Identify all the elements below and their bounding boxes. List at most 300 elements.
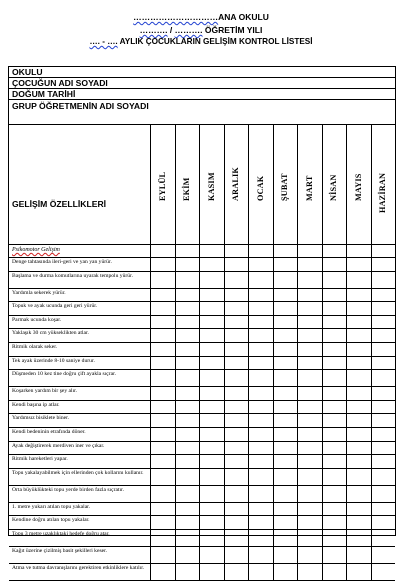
month-check-cell[interactable] [199,469,225,485]
month-check-cell[interactable] [199,302,225,315]
month-check-cell[interactable] [150,530,176,546]
month-check-cell[interactable] [224,503,250,516]
month-check-cell[interactable] [297,245,323,257]
item-description: Parmak ucunda koşar. [12,316,62,323]
month-check-cell[interactable] [150,245,176,257]
month-check-cell[interactable] [199,258,225,271]
month-check-cell[interactable] [273,564,299,580]
checklist-item-row [9,469,395,486]
month-column-header [273,125,298,244]
month-range-blank: …. - …. [89,37,118,46]
document-title: AYLIK ÇOCUKLARIN GELİŞİM KONTROL LİSTESİ [117,37,313,46]
month-check-cell[interactable] [150,469,176,485]
month-check-cell[interactable] [297,401,323,414]
month-check-cell[interactable] [346,503,372,516]
month-check-cell[interactable] [322,516,348,529]
month-check-cell[interactable] [371,503,397,516]
info-row-teacher-name[interactable] [9,100,395,125]
month-label: ARALIK [231,167,241,201]
month-check-cell[interactable] [297,469,323,485]
month-check-cell[interactable] [371,272,397,288]
month-check-cell[interactable] [150,370,176,386]
month-check-cell[interactable] [322,564,348,580]
month-check-cell[interactable] [371,469,397,485]
month-check-cell[interactable] [199,442,225,455]
month-check-cell[interactable] [248,503,274,516]
month-check-cell[interactable] [150,442,176,455]
month-check-cell[interactable] [346,245,372,257]
month-check-cell[interactable] [175,387,201,400]
month-check-cell[interactable] [273,329,299,342]
month-check-cell[interactable] [297,455,323,468]
month-check-cell[interactable] [297,329,323,342]
month-check-cell[interactable] [371,564,397,580]
month-check-cell[interactable] [346,469,372,485]
month-check-cell[interactable] [371,414,397,427]
month-check-cell[interactable] [150,258,176,271]
item-description: Atma ve tutma davranışlarını gerektiren etkinliklere katılır. [12,565,145,571]
month-check-cell[interactable] [248,547,274,563]
month-check-cell[interactable] [224,272,250,288]
month-check-cell[interactable] [224,442,250,455]
month-check-cell[interactable] [371,370,397,386]
checklist-item-row [9,272,395,289]
month-check-cell[interactable] [175,414,201,427]
month-check-cell[interactable] [248,272,274,288]
month-check-cell[interactable] [371,547,397,563]
checklist-item-row [9,302,395,316]
month-check-cell[interactable] [346,442,372,455]
month-label: EKİM [182,177,192,201]
month-check-cell[interactable] [199,357,225,370]
month-check-cell[interactable] [175,316,201,329]
month-check-cell[interactable] [273,258,299,271]
month-check-cell[interactable] [297,442,323,455]
month-check-cell[interactable] [224,547,250,563]
month-check-cell[interactable] [297,414,323,427]
month-check-cell[interactable] [199,428,225,441]
month-check-cell[interactable] [248,414,274,427]
month-check-cell[interactable] [199,503,225,516]
month-check-cell[interactable] [322,272,348,288]
month-check-cell[interactable] [322,547,348,563]
month-check-cell[interactable] [175,442,201,455]
item-description: 1. metre yukarı atılan topu yakalar. [12,503,91,510]
month-check-cell[interactable] [297,564,323,580]
month-column-header [175,125,200,244]
checklist-item-row [9,547,395,564]
month-check-cell[interactable] [273,245,299,257]
month-check-cell[interactable] [371,516,397,529]
month-check-cell[interactable] [224,343,250,356]
month-check-cell[interactable] [175,357,201,370]
month-check-cell[interactable] [273,316,299,329]
month-check-cell[interactable] [150,564,176,580]
month-column-header [346,125,371,244]
info-row-child-name[interactable] [9,78,395,89]
month-check-cell[interactable] [273,530,299,546]
month-column-header [322,125,347,244]
month-check-cell[interactable] [150,455,176,468]
month-check-cell[interactable] [273,442,299,455]
month-check-cell[interactable] [346,258,372,271]
month-check-cell[interactable] [248,370,274,386]
month-check-cell[interactable] [248,401,274,414]
month-check-cell[interactable] [248,486,274,502]
month-label: MAYIS [353,173,363,201]
grid-header [9,125,395,245]
item-description: Denge tahtasında ileri-geri ve yan yan yürür. [12,259,112,265]
month-check-cell[interactable] [248,442,274,455]
month-check-cell[interactable] [371,302,397,315]
month-check-cell[interactable] [224,258,250,271]
month-check-cell[interactable] [150,302,176,315]
month-check-cell[interactable] [150,272,176,288]
month-check-cell[interactable] [297,343,323,356]
month-check-cell[interactable] [371,455,397,468]
month-check-cell[interactable] [175,516,201,529]
month-check-cell[interactable] [273,302,299,315]
checklist-item-row [9,442,395,456]
month-check-cell[interactable] [273,486,299,502]
month-check-cell[interactable] [322,401,348,414]
month-check-cell[interactable] [150,343,176,356]
month-check-cell[interactable] [322,530,348,546]
month-check-cell[interactable] [273,414,299,427]
month-check-cell[interactable] [273,455,299,468]
month-label: ŞUBAT [280,173,290,201]
month-check-cell[interactable] [199,370,225,386]
month-check-cell[interactable] [346,316,372,329]
month-check-cell[interactable] [175,401,201,414]
checklist-item-row [9,516,395,530]
month-check-cell[interactable] [175,370,201,386]
month-check-cell[interactable] [199,329,225,342]
month-check-cell[interactable] [248,316,274,329]
month-check-cell[interactable] [346,329,372,342]
checklist-item-row [9,530,395,547]
month-check-cell[interactable] [248,564,274,580]
month-check-cell[interactable] [175,530,201,546]
month-check-cell[interactable] [199,316,225,329]
month-check-cell[interactable] [248,245,274,257]
month-check-cell[interactable] [346,547,372,563]
checklist-item-row [9,401,395,415]
item-description: Kendine doğru atılan topu yakalar. [12,517,90,524]
month-check-cell[interactable] [199,343,225,356]
month-check-cell[interactable] [224,469,250,485]
month-check-cell[interactable] [297,258,323,271]
month-check-cell[interactable] [150,428,176,441]
month-check-cell[interactable] [199,272,225,288]
item-description: Ayak değiştirerek merdiven iner ve çıkar. [12,442,105,449]
month-check-cell[interactable] [224,530,250,546]
month-check-cell[interactable] [150,486,176,502]
month-check-cell[interactable] [175,302,201,315]
month-check-cell[interactable] [371,428,397,441]
checklist-item-row [9,357,395,371]
month-check-cell[interactable] [175,245,201,257]
month-check-cell[interactable] [150,387,176,400]
month-check-cell[interactable] [150,414,176,427]
month-check-cell[interactable] [297,503,323,516]
info-label-birth-date: DOĞUM TARİHİ [12,89,76,99]
month-check-cell[interactable] [224,289,250,302]
month-check-cell[interactable] [322,442,348,455]
month-check-cell[interactable] [199,289,225,302]
month-check-cell[interactable] [224,370,250,386]
month-check-cell[interactable] [199,547,225,563]
month-check-cell[interactable] [322,245,348,257]
month-check-cell[interactable] [322,428,348,441]
month-check-cell[interactable] [273,547,299,563]
month-check-cell[interactable] [297,357,323,370]
month-check-cell[interactable] [150,329,176,342]
month-check-cell[interactable] [248,530,274,546]
month-check-cell[interactable] [371,401,397,414]
month-check-cell[interactable] [248,343,274,356]
month-check-cell[interactable] [297,428,323,441]
month-check-cell[interactable] [224,414,250,427]
month-check-cell[interactable] [150,503,176,516]
month-check-cell[interactable] [273,428,299,441]
month-check-cell[interactable] [371,258,397,271]
month-check-cell[interactable] [346,387,372,400]
month-label: HAZİRAN [378,172,388,213]
month-check-cell[interactable] [175,455,201,468]
checklist-item-row [9,564,395,581]
month-check-cell[interactable] [175,329,201,342]
month-check-cell[interactable] [346,289,372,302]
month-check-cell[interactable] [346,516,372,529]
month-check-cell[interactable] [297,302,323,315]
month-check-cell[interactable] [224,245,250,257]
item-description: Yaklaşık 30 cm yükseklikten atlar. [12,330,89,337]
month-check-cell[interactable] [346,428,372,441]
month-check-cell[interactable] [273,516,299,529]
month-check-cell[interactable] [371,329,397,342]
item-description: Topuk ve ayak ucunda geri geri yürür. [12,303,98,310]
item-description: Topu 3 metre uzaklıktaki hedefe doğru atar. [12,531,110,537]
month-check-cell[interactable] [224,516,250,529]
month-check-cell[interactable] [346,272,372,288]
month-check-cell[interactable] [175,503,201,516]
month-check-cell[interactable] [199,530,225,546]
month-check-cell[interactable] [322,316,348,329]
month-check-cell[interactable] [248,289,274,302]
month-check-cell[interactable] [248,455,274,468]
month-check-cell[interactable] [248,516,274,529]
month-check-cell[interactable] [346,370,372,386]
month-check-cell[interactable] [150,316,176,329]
month-check-cell[interactable] [371,442,397,455]
month-check-cell[interactable] [199,387,225,400]
month-check-cell[interactable] [371,289,397,302]
info-row-school[interactable] [9,67,395,78]
month-check-cell[interactable] [248,357,274,370]
month-check-cell[interactable] [248,387,274,400]
month-check-cell[interactable] [322,357,348,370]
month-check-cell[interactable] [322,486,348,502]
month-check-cell[interactable] [322,370,348,386]
month-check-cell[interactable] [224,428,250,441]
month-check-cell[interactable] [175,343,201,356]
month-check-cell[interactable] [248,428,274,441]
month-check-cell[interactable] [346,302,372,315]
month-check-cell[interactable] [175,486,201,502]
school-name-label: ANA OKULU [218,12,269,22]
checklist-item-row [9,414,395,428]
month-check-cell[interactable] [322,343,348,356]
item-description: Kendi bedeninin etrafında döner. [12,429,86,435]
month-check-cell[interactable] [371,530,397,546]
month-check-cell[interactable] [248,302,274,315]
month-check-cell[interactable] [273,357,299,370]
month-check-cell[interactable] [346,455,372,468]
month-check-cell[interactable] [248,469,274,485]
month-check-cell[interactable] [346,530,372,546]
section-title-text: Psikomotor Gelişim [12,247,60,253]
info-row-birth-date[interactable] [9,89,395,100]
item-description: Topu yakalayabilmek için ellerinden çok kollarını kullanır. [12,469,144,476]
month-check-cell[interactable] [371,486,397,502]
month-check-cell[interactable] [248,258,274,271]
month-check-cell[interactable] [322,329,348,342]
month-check-cell[interactable] [199,564,225,580]
month-column-header [297,125,322,244]
month-check-cell[interactable] [224,357,250,370]
item-description: Yardımla sekerek yürür. [12,289,66,296]
month-check-cell[interactable] [371,387,397,400]
checklist-item-row [9,486,395,503]
month-check-cell[interactable] [297,486,323,502]
section-header-row [9,245,395,258]
month-check-cell[interactable] [346,564,372,580]
month-check-cell[interactable] [346,401,372,414]
month-check-cell[interactable] [224,316,250,329]
month-check-cell[interactable] [224,329,250,342]
month-check-cell[interactable] [199,516,225,529]
month-check-cell[interactable] [175,547,201,563]
item-description: Orta büyüklükteki topu yerde birden fazla sıçratır. [12,486,124,493]
month-check-cell[interactable] [150,401,176,414]
month-check-cell[interactable] [297,547,323,563]
month-check-cell[interactable] [175,564,201,580]
month-check-cell[interactable] [150,357,176,370]
month-check-cell[interactable] [224,455,250,468]
checklist-item-row [9,289,395,303]
month-check-cell[interactable] [273,272,299,288]
month-check-cell[interactable] [297,516,323,529]
month-check-cell[interactable] [199,486,225,502]
month-check-cell[interactable] [297,387,323,400]
info-label-school: OKULU [12,67,43,77]
year-separator: / [167,25,175,35]
development-checklist-form [8,66,396,571]
month-check-cell[interactable] [150,516,176,529]
item-description: Ritmik olarak seker. [12,344,58,350]
month-check-cell[interactable] [175,272,201,288]
month-check-cell[interactable] [199,455,225,468]
month-check-cell[interactable] [322,469,348,485]
month-check-cell[interactable] [322,503,348,516]
month-check-cell[interactable] [224,387,250,400]
month-check-cell[interactable] [273,343,299,356]
item-description: Düşmeden 10 kez tine doğru çift ayakla sıçrar. [12,371,117,378]
month-column-header [199,125,224,244]
month-check-cell[interactable] [224,401,250,414]
month-check-cell[interactable] [224,486,250,502]
month-check-cell[interactable] [248,329,274,342]
month-check-cell[interactable] [150,547,176,563]
info-label-teacher-name: GRUP ÖĞRETMENİN ADI SOYADI [12,101,149,111]
month-check-cell[interactable] [297,289,323,302]
month-check-cell[interactable] [297,370,323,386]
month-check-cell[interactable] [371,245,397,257]
month-check-cell[interactable] [322,414,348,427]
month-column-header [371,125,396,244]
checklist-item-row [9,343,395,357]
month-column-header [224,125,249,244]
month-check-cell[interactable] [273,503,299,516]
month-label: KASIM [206,172,216,201]
month-check-cell[interactable] [346,414,372,427]
month-check-cell[interactable] [175,289,201,302]
month-check-cell[interactable] [273,401,299,414]
month-check-cell[interactable] [297,530,323,546]
month-check-cell[interactable] [297,272,323,288]
month-check-cell[interactable] [199,401,225,414]
school-name-line [0,11,402,23]
month-check-cell[interactable] [297,316,323,329]
school-year-line [0,24,402,36]
month-check-cell[interactable] [322,258,348,271]
month-check-cell[interactable] [346,343,372,356]
month-check-cell[interactable] [273,370,299,386]
month-check-cell[interactable] [322,387,348,400]
month-check-cell[interactable] [322,455,348,468]
month-check-cell[interactable] [346,486,372,502]
month-check-cell[interactable] [175,469,201,485]
month-check-cell[interactable] [224,564,250,580]
month-check-cell[interactable] [322,302,348,315]
month-check-cell[interactable] [273,469,299,485]
month-check-cell[interactable] [371,357,397,370]
checklist-item-row [9,455,395,469]
month-check-cell[interactable] [371,343,397,356]
month-check-cell[interactable] [175,258,201,271]
month-label: NİSAN [329,174,339,201]
month-check-cell[interactable] [371,316,397,329]
month-check-cell[interactable] [273,289,299,302]
item-description: Kağıt üzerine çizilmiş basit şekilleri keser. [12,548,108,554]
month-check-cell[interactable] [199,245,225,257]
month-check-cell[interactable] [175,428,201,441]
month-check-cell[interactable] [322,289,348,302]
item-description: Yardımsız bisiklete biner. [12,415,70,422]
month-check-cell[interactable] [273,387,299,400]
checklist-item-row [9,316,395,330]
month-check-cell[interactable] [199,414,225,427]
item-description: Kendi başına ip atlar. [12,401,60,408]
year-start-blank: ………. [139,25,168,35]
section-title [12,247,147,253]
grid-header-label: GELİŞİM ÖZELLİKLERİ [12,199,107,209]
month-check-cell[interactable] [224,302,250,315]
item-description: Koşarken yardım bir şey alır. [12,388,78,395]
month-check-cell[interactable] [150,289,176,302]
month-check-cell[interactable] [346,357,372,370]
